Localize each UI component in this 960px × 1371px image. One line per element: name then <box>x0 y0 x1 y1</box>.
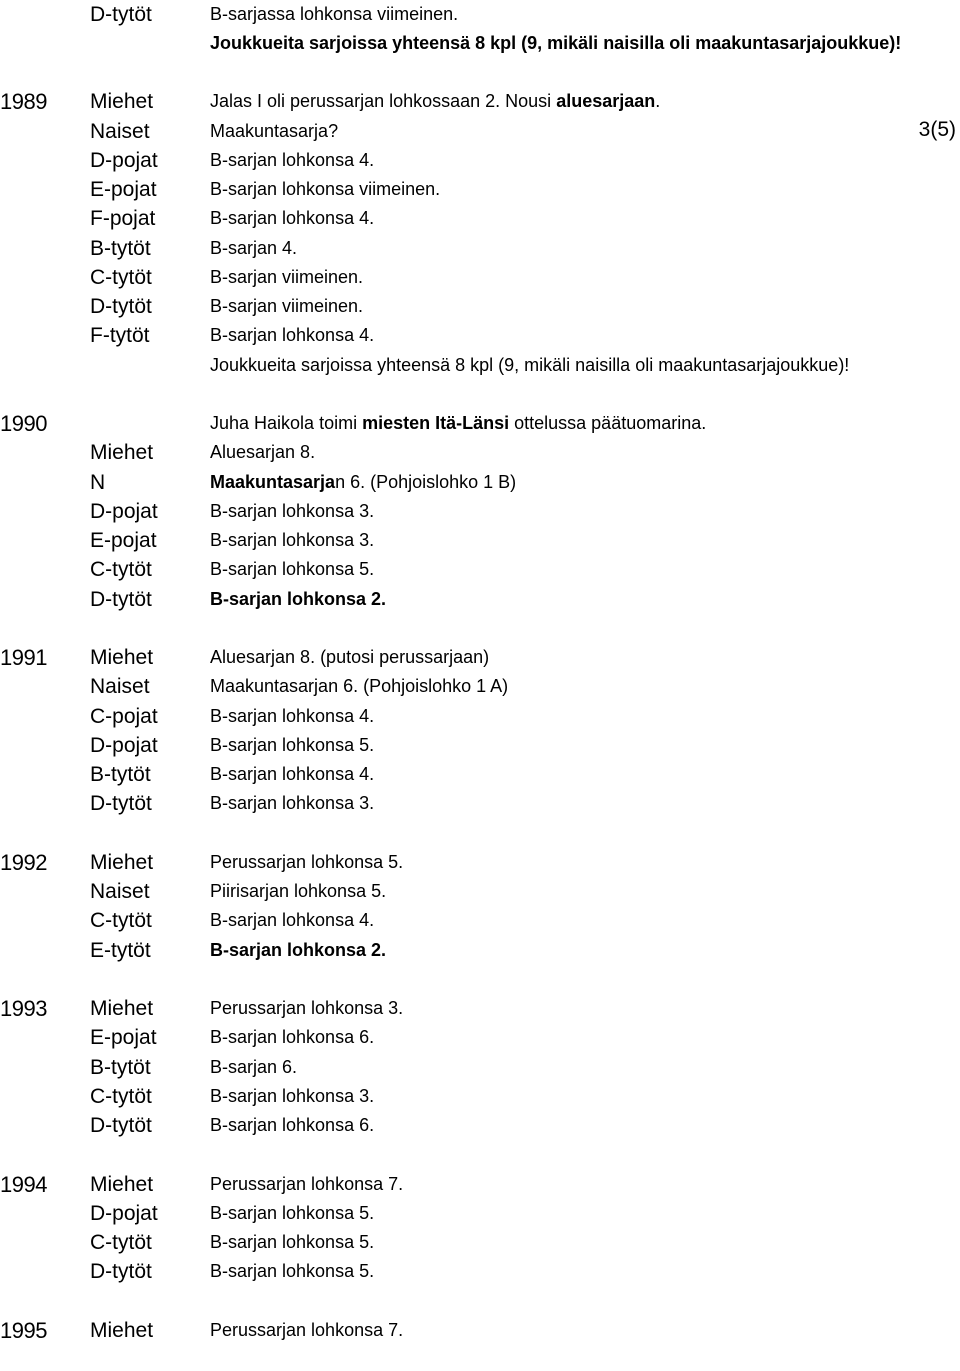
result-text-segment: . <box>655 91 661 112</box>
result-text <box>210 351 849 380</box>
result-text <box>210 263 363 292</box>
result-text-segment: Joukkueita sarjoissa yhteensä 8 kpl (9, mikäli naisilla oli maakuntasarjajoukkue)! <box>210 354 850 375</box>
result-line <box>0 1053 960 1082</box>
result-text <box>210 468 516 497</box>
result-line <box>0 994 960 1023</box>
result-text <box>210 789 374 818</box>
team-category: C-tytöt <box>90 558 152 582</box>
team-category: D-pojat <box>90 499 158 523</box>
team-category: C-tytöt <box>90 265 152 289</box>
result-text-segment: B-sarjan lohkonsa 4. <box>210 764 375 784</box>
result-text <box>210 877 386 906</box>
result-line <box>0 643 960 672</box>
result-text-segment: B-sarjan lohkonsa 4. <box>210 705 375 726</box>
result-text-segment: B-sarjan lohkonsa 3. <box>210 1085 375 1106</box>
result-text-segment: B-sarjan lohkonsa 3. <box>210 793 375 814</box>
team-category: D-tytöt <box>90 1114 152 1137</box>
result-text-segment: ottelussa päätuomarina. <box>509 413 707 433</box>
result-line <box>0 1199 960 1228</box>
team-category: D-tytöt <box>90 1260 152 1284</box>
result-text-segment: Aluesarjan 8. (putosi perussarjaan) <box>210 647 490 667</box>
result-text-segment: Aluesarjan 8. <box>210 442 316 463</box>
team-category: C-tytöt <box>90 1231 152 1254</box>
result-text-segment: n 6. (Pohjoislohko 1 B) <box>335 471 517 492</box>
result-text-segment: Perussarjan lohkonsa 3. <box>210 998 404 1018</box>
result-text-segment: Piirisarjan lohkonsa 5. <box>210 881 387 901</box>
team-category: Naiset <box>90 675 150 699</box>
team-category: C-tytöt <box>90 909 152 933</box>
result-text <box>210 702 374 731</box>
result-text-segment: B-sarjan lohkonsa 6. <box>210 1115 375 1135</box>
team-category: N <box>90 470 106 494</box>
result-text-segment: B-sarjan viimeinen. <box>210 266 364 287</box>
result-line <box>0 351 960 380</box>
result-text-segment: B-sarjan lohkonsa 6. <box>210 1027 375 1048</box>
result-line <box>0 906 960 935</box>
result-text-bold: miesten Itä-Länsi <box>362 413 510 433</box>
result-text <box>210 117 338 146</box>
season-year: 1993 <box>0 996 47 1021</box>
result-text-segment: B-sarjan lohkonsa 5. <box>210 1261 375 1282</box>
season-year: 1995 <box>0 1317 47 1343</box>
result-text <box>210 409 706 438</box>
result-text <box>210 585 386 614</box>
team-category: Naiset <box>90 880 150 903</box>
result-line <box>0 292 960 321</box>
result-line <box>0 731 960 760</box>
season-year: 1989 <box>0 89 47 115</box>
result-text-segment: B-sarjan lohkonsa 4. <box>210 149 375 170</box>
result-text <box>210 29 901 58</box>
result-text-segment: B-sarjan lohkonsa 3. <box>210 500 375 521</box>
team-category: Miehet <box>90 90 154 114</box>
result-text-segment: B-sarjan 4. <box>210 237 298 258</box>
result-text-segment: B-sarjan 6. <box>210 1056 298 1077</box>
result-line <box>0 263 960 292</box>
result-line <box>0 1228 960 1257</box>
result-text <box>210 906 374 935</box>
result-text <box>210 292 363 321</box>
result-text-segment: B-sarjan lohkonsa 4. <box>210 325 375 346</box>
result-text <box>210 1023 374 1052</box>
result-line <box>0 497 960 526</box>
result-line <box>0 468 960 497</box>
result-text-segment: B-sarjan lohkonsa 5. <box>210 1202 375 1223</box>
result-text <box>210 994 403 1023</box>
team-category: Naiset <box>90 119 150 143</box>
result-text-bold: Maakuntasarja <box>210 471 336 492</box>
result-text <box>210 87 660 116</box>
result-text <box>210 1257 374 1286</box>
result-line <box>0 672 960 701</box>
page-number: 3(5) <box>918 118 956 141</box>
result-text <box>210 936 386 965</box>
result-line <box>0 877 960 906</box>
team-category: D-tytöt <box>90 2 152 26</box>
team-category: C-tytöt <box>90 1084 152 1108</box>
team-category: C-pojat <box>90 704 158 728</box>
result-text <box>210 1082 374 1111</box>
result-text-segment: Maakuntasarjan 6. (Pohjoislohko 1 A) <box>210 676 509 697</box>
result-line <box>0 760 960 789</box>
season-year: 1990 <box>0 411 47 436</box>
result-text-segment: Jalas I oli perussarjan lohkossaan 2. Nousi <box>210 91 557 112</box>
result-text-segment: B-sarjan lohkonsa 4. <box>210 910 375 931</box>
result-text-segment: B-sarjan lohkonsa 5. <box>210 734 375 755</box>
result-line <box>0 848 960 877</box>
team-category: B-tytöt <box>90 236 151 260</box>
result-line <box>0 29 960 58</box>
team-category: D-tytöt <box>90 587 152 611</box>
result-text-bold: aluesarjaan <box>556 91 656 112</box>
result-line <box>0 1111 960 1140</box>
result-text-segment: B-sarjan lohkonsa 5. <box>210 1232 375 1252</box>
season-year: 1992 <box>0 849 47 875</box>
result-text-segment: B-sarjan lohkonsa 3. <box>210 530 375 550</box>
result-text-segment: Perussarjan lohkonsa 7. <box>210 1173 404 1194</box>
season-year: 1994 <box>0 1171 47 1197</box>
result-text <box>210 175 440 204</box>
team-category: E-pojat <box>90 529 157 552</box>
result-text-segment: B-sarjan lohkonsa 5. <box>210 559 375 580</box>
result-text-bold: Joukkueita sarjoissa yhteensä 8 kpl (9, mikäli naisilla oli maakuntasarjajoukkue)! <box>210 32 902 53</box>
team-category: D-tytöt <box>90 295 152 318</box>
team-category: E-pojat <box>90 1026 157 1050</box>
result-line <box>0 789 960 818</box>
team-category: D-tytöt <box>90 792 152 816</box>
result-text <box>210 146 374 175</box>
result-line <box>0 234 960 263</box>
result-line <box>0 585 960 614</box>
team-category: Miehet <box>90 1172 154 1196</box>
result-text-segment: B-sarjan lohkonsa 4. <box>210 208 375 229</box>
team-category: Miehet <box>90 646 154 669</box>
result-text <box>210 760 374 789</box>
result-line <box>0 409 960 438</box>
result-line <box>0 1082 960 1111</box>
team-category: D-pojat <box>90 733 158 757</box>
result-text <box>210 1199 374 1228</box>
result-line <box>0 555 960 584</box>
result-line <box>0 438 960 467</box>
result-line <box>0 175 960 204</box>
team-category: B-tytöt <box>90 763 151 786</box>
result-text-segment: Maakuntasarja? <box>210 120 339 141</box>
team-category: F-pojat <box>90 207 156 231</box>
result-text <box>210 438 315 467</box>
team-category: Miehet <box>90 850 154 874</box>
result-line <box>0 87 960 116</box>
result-text <box>210 234 297 263</box>
result-line <box>0 204 960 233</box>
result-line <box>0 936 960 965</box>
team-category: F-tytöt <box>90 324 150 348</box>
season-year: 1991 <box>0 645 47 670</box>
result-text-segment: B-sarjassa lohkonsa viimeinen. <box>210 3 459 24</box>
team-category: E-tytöt <box>90 938 151 962</box>
result-line <box>0 526 960 555</box>
result-text <box>210 848 403 877</box>
result-text <box>210 1316 403 1345</box>
result-line <box>0 0 960 29</box>
result-text <box>210 1053 297 1082</box>
result-line <box>0 146 960 175</box>
result-text <box>210 672 508 701</box>
result-text <box>210 0 458 29</box>
result-text-bold: B-sarjan lohkonsa 2. <box>210 588 387 609</box>
result-text-segment: B-sarjan lohkonsa viimeinen. <box>210 179 441 199</box>
result-line <box>0 1316 960 1345</box>
team-category: D-pojat <box>90 148 158 172</box>
team-category: D-pojat <box>90 1201 158 1225</box>
result-line <box>0 1257 960 1286</box>
result-line <box>0 321 960 350</box>
result-text <box>210 526 374 555</box>
result-line <box>0 117 960 146</box>
result-line <box>0 702 960 731</box>
result-text-segment: B-sarjan viimeinen. <box>210 296 364 316</box>
result-text <box>210 204 374 233</box>
result-text-segment: Perussarjan lohkonsa 7. <box>210 1319 404 1340</box>
result-text <box>210 731 374 760</box>
team-category: B-tytöt <box>90 1055 151 1079</box>
result-text <box>210 643 489 672</box>
result-text-segment: Juha Haikola toimi <box>210 413 363 433</box>
result-text <box>210 1228 374 1257</box>
result-text <box>210 1111 374 1140</box>
team-category: Miehet <box>90 1318 154 1342</box>
result-line <box>0 1170 960 1199</box>
result-text <box>210 555 374 584</box>
result-text-bold: B-sarjan lohkonsa 2. <box>210 939 387 960</box>
team-category: Miehet <box>90 441 154 465</box>
team-category: E-pojat <box>90 178 157 201</box>
result-text <box>210 1170 403 1199</box>
result-text-segment: Perussarjan lohkonsa 5. <box>210 851 404 872</box>
team-category: Miehet <box>90 997 154 1020</box>
result-text <box>210 497 374 526</box>
result-line <box>0 1023 960 1052</box>
result-text <box>210 321 374 350</box>
